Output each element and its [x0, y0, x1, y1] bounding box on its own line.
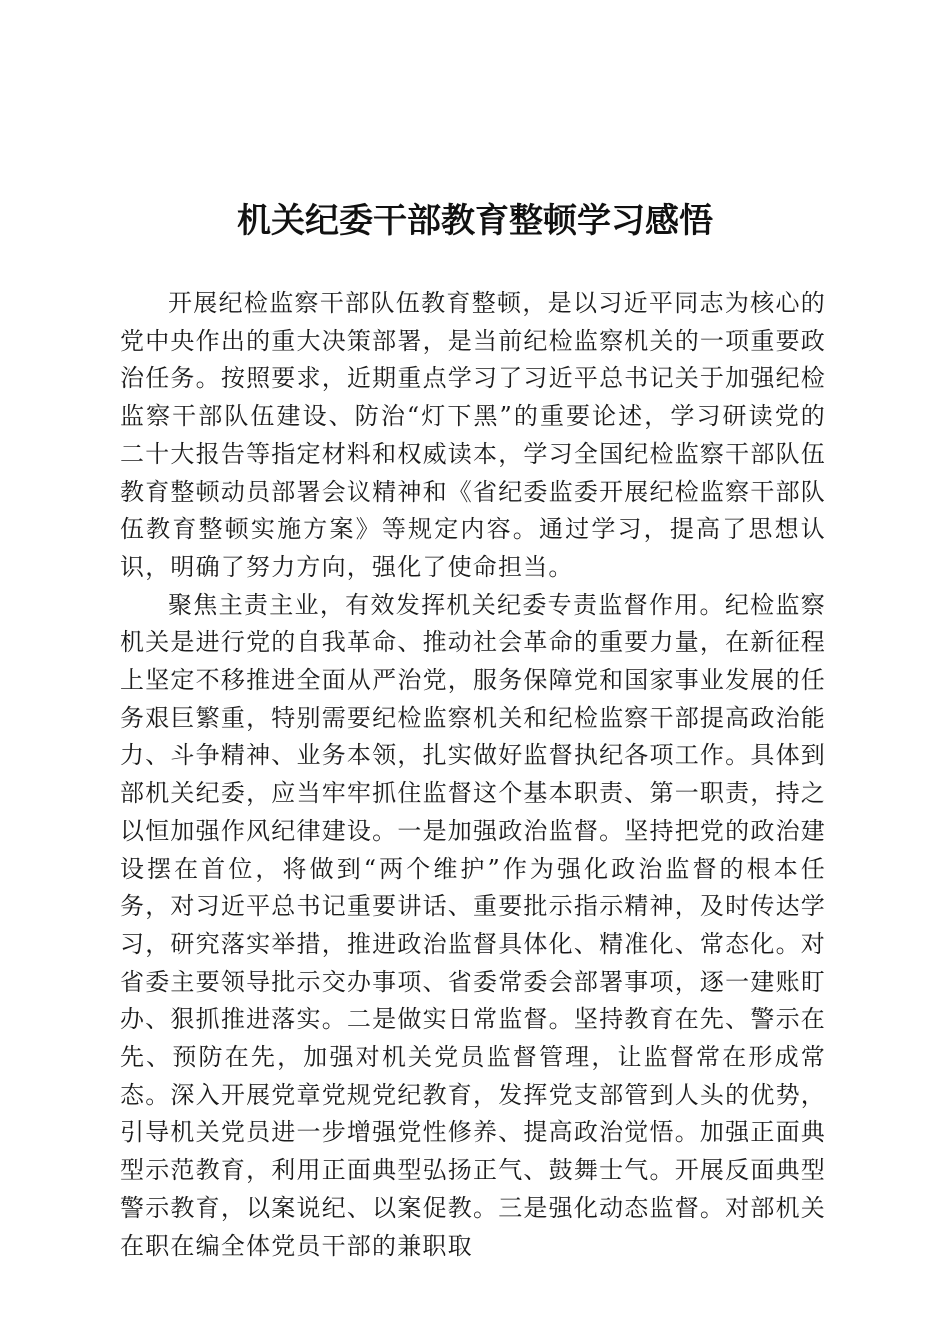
- document-body: [120, 285, 826, 1265]
- paragraph-2: 聚焦主责主业，有效发挥机关纪委专责监督作用。纪检监察机关是进行党的自我革命、推动社会革命的重要力量，在新征程上坚定不移推进全面从严治党，服务保障党和国家事业发展的任务艰巨繁重，特别需要纪检监察机关和纪检监察干部提高政治能力、斗争精神、业务本领，扎实做好监督执纪各项工作。具体到部机关纪委，应当牢牢抓住监督这个基本职责、第一职责，持之以恒加强作风纪律建设。一是加强政治监督。坚持把党的政治建设摆在首位，将做到“两个维护”作为强化政治监督的根本任务，对习近平总书记重要讲话、重要批示指示精神，及时传达学习，研究落实举措，推进政治监督具体化、精准化、常态化。对省委主要领导批示交办事项、省委常委会部署事项，逐一建账盯办、狠抓推进落实。二是做实日常监督。坚持教育在先、警示在先、预防在先，加强对机关党员监督管理，让监督常在形成常态。深入开展党章党规党纪教育，发挥党支部管到人头的优势，引导机关党员进一步增强党性修养、提高政治觉悟。加强正面典型示范教育，利用正面典型弘扬正气、鼓舞士气。开展反面典型警示教育，以案说纪、以案促教。三是强化动态监督。对部机关在职在编全体党员干部的兼职取: [120, 590, 826, 1260]
- document-title: 机关纪委干部教育整顿学习感悟: [237, 201, 713, 241]
- paragraph-1: 开展纪检监察干部队伍教育整顿，是以习近平同志为核心的党中央作出的重大决策部署，是当前纪检监察机关的一项重要政治任务。按照要求，近期重点学习了习近平总书记关于加强纪检监察干部队伍建设、防治“灯下黑”的重要论述，学习研读党的二十大报告等指定材料和权威读本，学习全国纪检监察干部队伍教育整顿动员部署会议精神和《省纪委监委开展纪检监察干部队伍教育整顿实施方案》等规定内容。通过学习，提高了思想认识，明确了努力方向，强化了使命担当。: [120, 289, 826, 581]
